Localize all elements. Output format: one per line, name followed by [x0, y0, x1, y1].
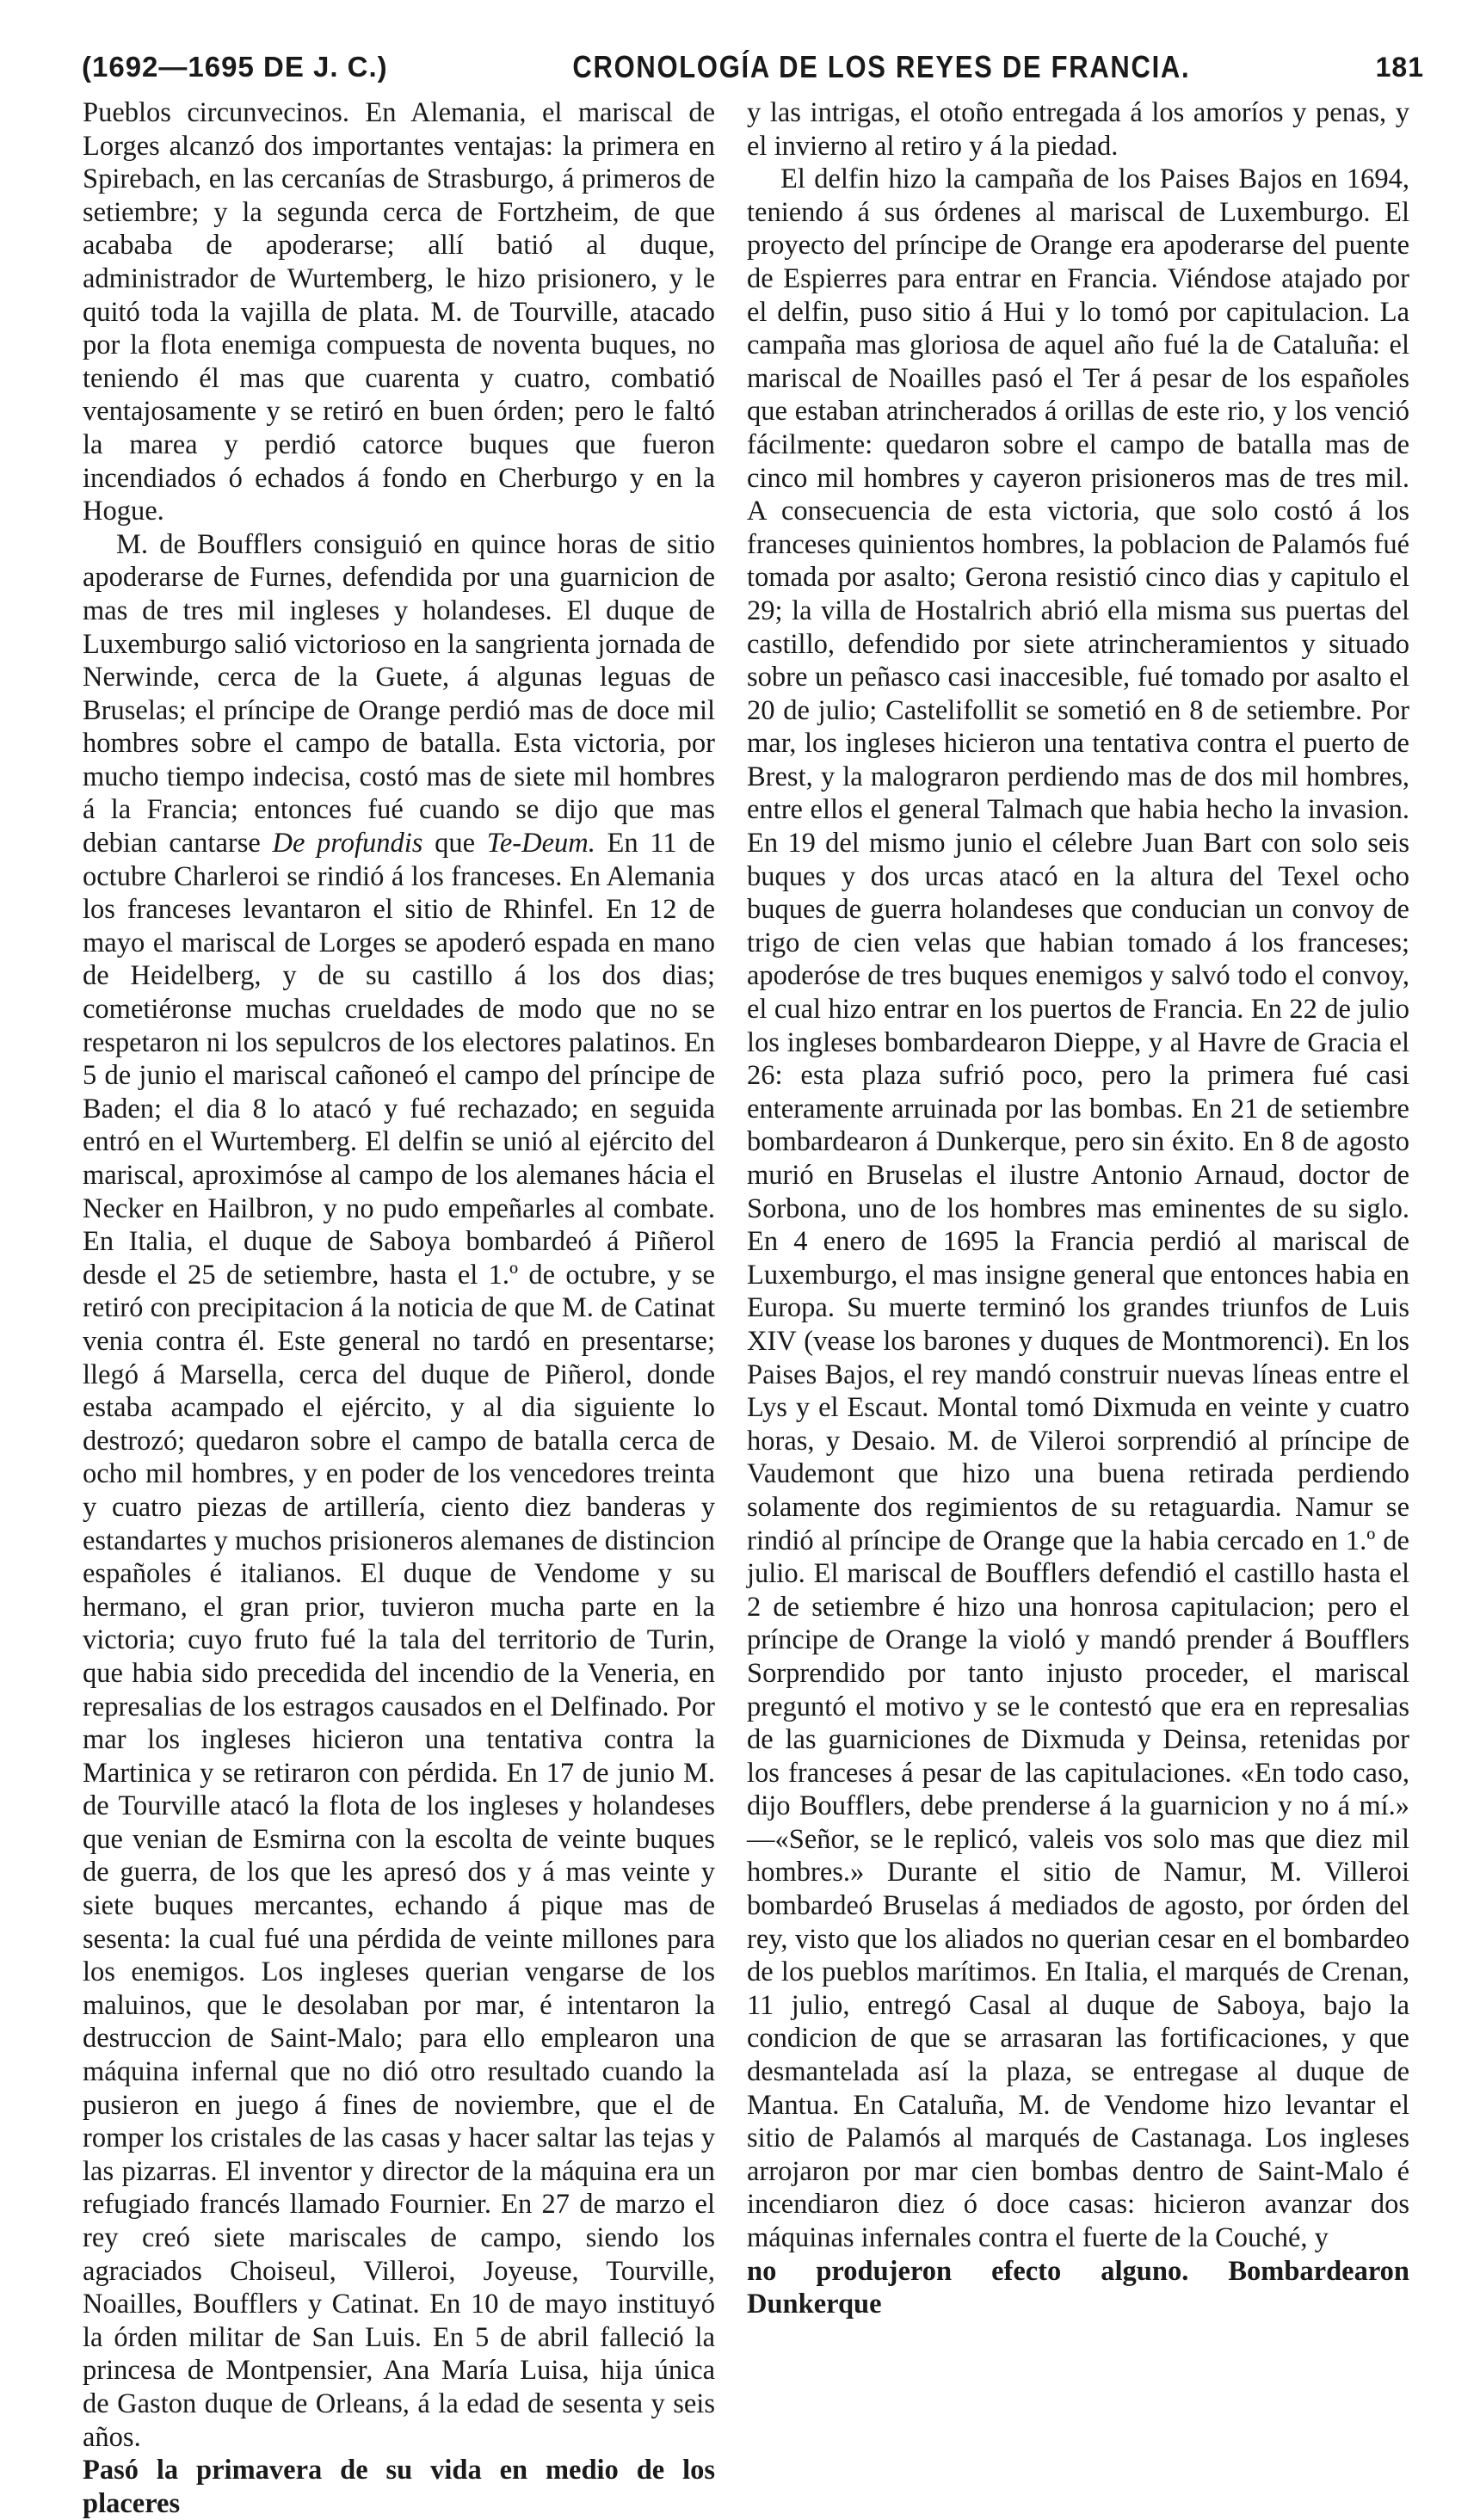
left-last-line: Pasó la primavera de su vida en medio de los placeres [83, 2455, 715, 2519]
header-title: CRONOLOGÍA DE LOS REYES DE FRANCIA. [572, 49, 1191, 84]
page-number: 181 [1375, 51, 1424, 83]
right-last-line: no produjeron efecto alguno. Bombardearon Dunkerque [747, 2255, 1409, 2320]
header-date-range: (1692—1695 DE J. C.) [82, 51, 388, 83]
right-paragraph-2: El delfin hizo la campaña de los Paises Bajos en 1694, teniendo á sus órdenes al mariscal de Luxemburgo. El proyecto del príncipe de Orange era apoderarse del puente de Espierres para entrar en Francia. Viéndose atajado por el delfin, puso sitio á Hui y lo tomó por capitulacion. La campaña mas gloriosa de aquel año fué la de Cataluña: el mariscal de Noailles pasó el Ter á pesar de los españoles que estaban atrincherados á orillas de este rio, y los venció fácilmente: quedaron sobre el campo de batalla mas de cinco mil hombres y cayeron prisioneros mas de tres mil. A consecuencia de esta victoria, que solo costó á los franceses quinientos hombres, la poblacion de Palamós fué tomada por asalto; Gerona resistió cinco dias y capitulo el 29; la villa de Hostalrich abrió ella misma sus puertas del castillo, defendido por siete atrincheramientos y situado sobre un peñasco casi inaccesible, fué tomado por asalto el 20 de julio; Castelifollit se sometió en 8 de setiembre. Por mar, los ingleses hicieron una tentativa contra el puerto de Brest, y la malograron perdiendo mas de dos mil hombres, entre ellos el general Talmach que habia hecho la invasion. En 19 del mismo junio el célebre Juan Bart con solo seis buques y dos urcas atacó en la altura del Texel ocho buques de guerra holandeses que conducian un convoy de trigo de cien velas que habian tomado á los franceses; apoderóse de tres buques enemigos y salvó todo el convoy, el cual hizo entrar en los puertos de Francia. En 22 de julio los ingleses bombardearon Dieppe, y al Havre de Gracia el 26: esta plaza sufrió poco, pero la primera fué casi enteramente arruinada por las bombas. En 21 de setiembre bombardearon á Dunkerque, pero sin éxito. En 8 de agosto murió en Bruselas el ilustre Antonio Arnaud, doctor de Sorbona, uno de los hombres mas eminentes de su siglo. En 4 enero de 1695 la Francia perdió al mariscal de Luxemburgo, el mas insigne general que entonces habia en Europa. Su muerte terminó los grandes triunfos de Luis XIV (vease los barones y duques de Montmorenci). En los Paises Bajos, el rey mandó construir nuevas líneas entre el Lys y el Escaut. Montal tomó Dixmuda en veinte y cuatro horas, y Desaio. M. de Vileroi sorprendió al príncipe de Vaudemont que hizo una buena retirada perdiendo solamente dos regimientos de su retaguardia. Namur se rindió al príncipe de Orange que la habia cercado en 1.º de julio. El mariscal de Boufflers defendió el castillo hasta el 2 de setiembre é hizo una honrosa capitulacion; pero el príncipe de Orange la violó y mandó prender á Boufflers Sorprendido por tanto injusto proceder, el mariscal preguntó el motivo y se le contestó que era en represalias de las guarniciones de Dixmuda y Deinsa, retenidas por los franceses á pesar de las capitulaciones. «En todo caso, dijo Boufflers, debe prenderse á la guarnicion y no á mí.» —«Señor, se le replicó, valeis vos solo mas que diez mil hombres.» Durante el sitio de Namur, M. Villeroi bombardeó Bruselas á mediados de agosto, por órden del rey, visto que los aliados no querian cesar en el bombardeo de los pueblos marítimos. En Italia, el marqués de Crenan, 11 julio, entregó Casal al duque de Saboya, bajo la condicion de que se arrasaran las fortificaciones, y que desmantelada así la plaza, se entregase al duque de Mantua. En Cataluña, M. de Vendome hizo levantar el sitio de Palamós al marqués de Castanaga. Los ingleses arrojaron por mar cien bombas dentro de Saint-Malo é incendiaron diez ó doce casas: hicieron avanzar dos máquinas infernales contra el fuerte de la Couché, y [747, 163, 1409, 2253]
left-paragraph-2-start: M. de Boufflers consiguió en quince horas de sitio apoderarse de Furnes, defendida por una guarnicion de mas de tres mil ingleses y holandeses. El duque de Luxemburgo salió victorioso en la sangrienta jornada de Nerwinde, cerca de la Guete, á algunas leguas de Bruselas; el príncipe de Orange perdió mas de doce mil hombres sobre el campo de batalla. Esta victoria, por mucho tiempo indecisa, costó mas de siete mil hombres á la Francia; entonces fué cuando se dijo que mas debian cantarse [83, 528, 715, 860]
italic-te-deum: Te-Deum. [486, 828, 595, 860]
left-paragraph-2-rest: En 11 de octubre Charleroi se rindió á los franceses. En Alemania los franceses levantaron el sitio de Rhinfel. En 12 de mayo el mariscal de Lorges se apoderó espada en mano de Heidelberg, y de su castillo á los dos dias; cometiéronse muchas crueldades de modo que no se respetaron ni los sepulcros de los electores palatinos. En 5 de junio el mariscal cañoneó el campo del príncipe de Baden; el dia 8 lo atacó y fué rechazado; en seguida entró en el Wurtemberg. El delfin se unió al ejército del mariscal, aproximóse al campo de los alemanes hácia el Necker en Hailbron, y no pudo empeñarles al combate. En Italia, el duque de Saboya bombardeó á Piñerol desde el 25 de setiembre, hasta el 1.º de octubre, y se retiró con precipitacion á la noticia de que M. de Catinat venia contra él. Este general no tardó en presentarse; llegó á Marsella, cerca del duque de Piñerol, donde estaba acampado el ejército, y al dia siguiente lo destrozó; quedaron sobre el campo de batalla cerca de ocho mil hombres, y en poder de los vencedores treinta y cuatro piezas de artillería, ciento diez banderas y estandartes y muchos prisioneros alemanes de distincion españoles é italianos. El duque de Vendome y su hermano, el gran prior, tuvieron mucha parte en la victoria; cuyo fruto fué la tala del territorio de Turin, que habia sido precedida del incendio de la Veneria, en represalias de los estragos causados en el Delfinado. Por mar los ingleses hicieron una tentativa contra la Martinica y se retiraron con pérdida. En 17 de junio M. de Tourville atacó la flota de los ingleses y holandeses que venian de Esmirna con la escolta de veinte buques de guerra, de los que les apresó dos y á mas veinte y siete buques mercantes, echando á pique mas de sesenta: la cual fué una pérdida de veinte millones para los enemigos. Los ingleses querian vengarse de los maluinos, que le desolaban por mar, é intentaron la destruccion de Saint-Malo; para ello emplearon una máquina infernal que no dió otro resultado cuando la pusieron en juego á fines de noviembre, que el de romper los cristales de las casas y hacer saltar las tejas y las pizarras. El inventor y director de la máquina era un refugiado francés llamado Fournier. En 27 de marzo el rey creó siete mariscales de campo, siendo los agraciados Choiseul, Villeroi, Joyeuse, Tourville, Noailles, Boufflers y Catinat. En 10 de mayo instituyó la órden militar de San Luis. En 5 de abril falleció la princesa de Montpensier, Ana María Luisa, hija única de Gaston duque de Orleans, á la edad de sesenta y seis años. [83, 828, 715, 2453]
running-header [82, 41, 1424, 93]
right-column [747, 96, 1409, 2402]
left-paragraph-1: Pueblos circunvecinos. En Alemania, el mariscal de Lorges alcanzó dos importantes ventajas: la primera en Spirebach, en las cercanías de Strasburgo, á primeros de setiembre; y la segunda cerca de Fortzheim, de que acababa de apoderarse; allí batió al duque, administrador de Wurtemberg, le hizo prisionero, y le quitó toda la vajilla de plata. M. de Tourville, atacado por la flota enemiga compuesta de noventa buques, no teniendo él mas que cuarenta y cuatro, combatió ventajosamente y se retiró en buen órden; pero le faltó la marea y perdió catorce buques que fueron incendiados ó echados á fondo en Cherburgo y en la Hogue. [83, 97, 715, 527]
italic-de-profundis: De profundis [272, 828, 423, 860]
right-paragraph-1: y las intrigas, el otoño entregada á los amoríos y penas, y el invierno al retiro y á la piedad. [747, 97, 1409, 162]
left-paragraph-2-que: que [422, 828, 487, 860]
left-paragraph-2 [83, 528, 715, 2454]
left-column [83, 96, 715, 2519]
